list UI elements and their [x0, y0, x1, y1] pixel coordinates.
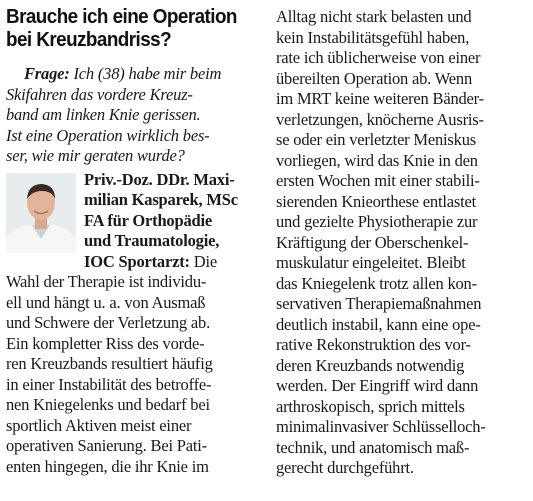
answer-line: Alltag nicht stark belasten und [276, 7, 472, 26]
answer-line: Wahl der Therapie ist individu- [6, 272, 207, 291]
answer-start: Die [189, 251, 217, 271]
answer-line: ersten Wochen mit einer stabili- [276, 171, 480, 190]
answer-line: minimalinvasiver Schlüsselloch- [276, 417, 486, 436]
answer-line: gerecht durchgeführt. [276, 458, 414, 477]
question-label: Frage: [24, 64, 70, 83]
answer-line: und gezielte Physiotherapie zur [276, 212, 478, 231]
expert-line: FA für Orthopädie [84, 210, 212, 230]
expert-line [6, 252, 262, 273]
answer-line: deutlich instabil, kann eine ope- [276, 314, 481, 334]
answer-line: verletzungen, knöcherne Ausris- [276, 109, 484, 129]
answer-line: deren Kreuzbands notwendig [276, 355, 465, 375]
left-column [6, 0, 262, 477]
expert-title: IOC Sportarzt: [84, 251, 190, 271]
answer-line: enten hingegen, die ihr Knie im [6, 456, 209, 476]
answer-line: sierenden Knieorthese entlastet [276, 191, 476, 211]
question-text: Ich (38) habe mir beim [69, 64, 222, 83]
answer-line: operativen Sanierung. Bei Pati- [6, 436, 207, 455]
answer-line: rative Rekonstruktion des vor- [276, 335, 471, 354]
question-line: Ist eine Operation wirklich bes- [6, 125, 210, 145]
answer-line: servativen Therapiemaßnahmen [276, 294, 482, 313]
answer-line: in einer Instabilität des betroffe- [6, 374, 212, 394]
answer-line: kein Instabilitätsgefühl haben, [276, 27, 470, 47]
answer-line: technik, und anatomisch maß- [276, 437, 470, 457]
right-column [276, 7, 529, 479]
answer-line: ren Kreuzbands resultiert häufig [6, 354, 213, 373]
headline [6, 5, 242, 51]
question-line: ser, wie mir geraten wurde? [6, 146, 185, 165]
headline-line-2: bei Kreuzbandriss? [6, 28, 172, 51]
answer-line: rate ich üblicherweise von einer [276, 48, 481, 67]
answer-line: im MRT keine weiteren Bänder- [276, 89, 484, 108]
reader-question [6, 64, 262, 167]
answer-line: muskulatur eingeleitet. Bleibt [276, 253, 466, 272]
expert-portrait [6, 173, 76, 253]
question-line: Skifahren das vordere Kreuz- [6, 84, 193, 104]
expert-line: und Traumatologie, [84, 231, 220, 250]
answer-line: übereilten Operation ab. Wenn [276, 68, 472, 88]
answer-line: se oder ein verletzter Meniskus [276, 130, 476, 149]
answer-line: sportlich Aktiven meist einer [6, 415, 192, 435]
headline-line-1: Brauche ich eine Operation [6, 5, 237, 28]
answer-line: ell und hängt u. a. von Ausmaß [6, 292, 206, 312]
answer-line: Ein kompletter Riss des vorde- [6, 333, 205, 353]
expert-line: Priv.-Doz. DDr. Maxi- [84, 169, 235, 189]
answer-line: nen Kniegelenks und bedarf bei [6, 395, 210, 414]
question-line: band am linken Knie gerissen. [6, 105, 201, 124]
answer-line: und Schwere der Verletzung ab. [6, 313, 210, 332]
answer-left [6, 272, 262, 477]
expert-block [6, 170, 262, 273]
answer-line: arthroskopisch, sprich mittels [276, 396, 465, 416]
question-line [6, 64, 262, 85]
expert-line: milian Kasparek, MSc [84, 190, 238, 209]
answer-line: vorliegen, wird das Knie in den [276, 150, 478, 170]
answer-line: werden. Der Eingriff wird dann [276, 376, 479, 395]
answer-line: Kräftigung der Oberschenkel- [276, 232, 469, 252]
answer-line: das Kniegelenk trotz allen kon- [276, 273, 477, 293]
